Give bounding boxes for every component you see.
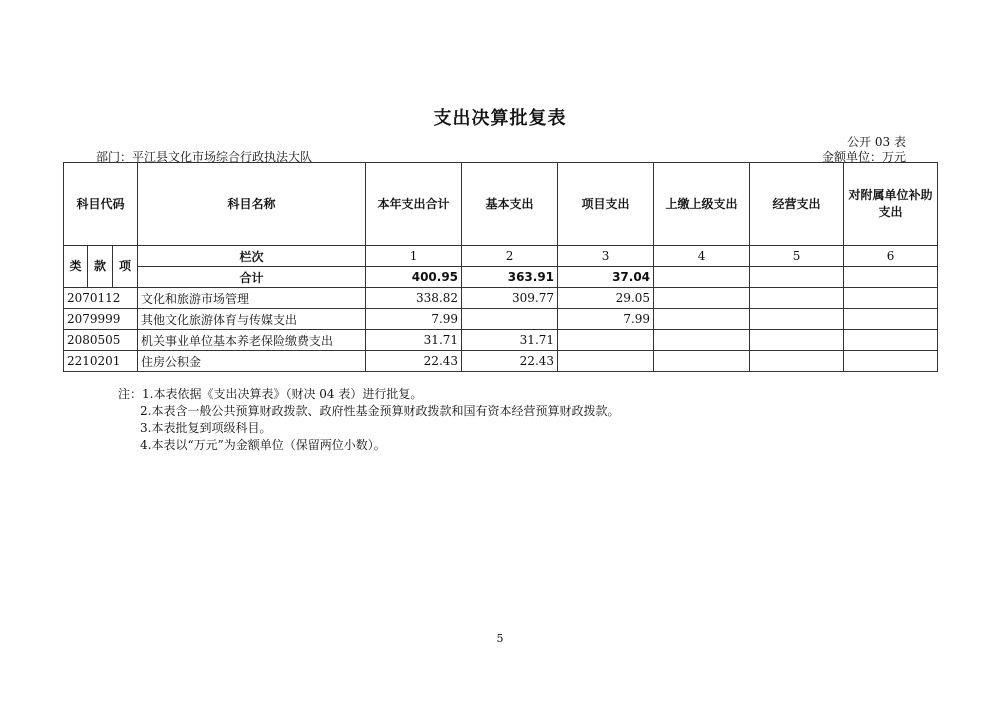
row-business [750, 330, 844, 351]
row-project: 7.99 [558, 309, 654, 330]
row-code: 2070112 [64, 288, 138, 309]
column-number-2: 2 [462, 246, 558, 267]
row-name: 其他文化旅游体育与传媒支出 [138, 309, 366, 330]
header-project: 项目支出 [558, 163, 654, 246]
header-basic: 基本支出 [462, 163, 558, 246]
row-basic: 309.77 [462, 288, 558, 309]
header-business: 经营支出 [750, 163, 844, 246]
total-subsidy [844, 267, 938, 288]
department-label: 部门：平江县文化市场综合行政执法大队 [96, 150, 313, 164]
header-kuan: 款 [88, 246, 113, 288]
row-subsidy [844, 309, 938, 330]
row-business [750, 288, 844, 309]
note-line: 注：1.本表依据《支出决算表》（财决 04 表）进行批复。 [118, 387, 423, 401]
row-name: 机关事业单位基本养老保险缴费支出 [138, 330, 366, 351]
row-total: 338.82 [366, 288, 462, 309]
row-upper [654, 288, 750, 309]
row-business [750, 309, 844, 330]
row-code: 2080505 [64, 330, 138, 351]
notes-section [118, 386, 619, 454]
table-row [64, 309, 938, 330]
amount-unit: 金额单位：万元 [821, 150, 906, 164]
row-name: 住房公积金 [138, 351, 366, 372]
column-number-5: 5 [750, 246, 844, 267]
total-project: 37.04 [558, 267, 654, 288]
row-total: 31.71 [366, 330, 462, 351]
header-code: 科目代码 [64, 163, 138, 246]
row-code: 2079999 [64, 309, 138, 330]
total-basic: 363.91 [462, 267, 558, 288]
row-basic [462, 309, 558, 330]
row-business [750, 351, 844, 372]
column-number-1: 1 [366, 246, 462, 267]
note-line: 2.本表含一般公共预算财政拨款、政府性基金预算财政拨款和国有资本经营预算财政拨款。 [140, 404, 620, 418]
row-total: 7.99 [366, 309, 462, 330]
row-project [558, 330, 654, 351]
table-row [64, 351, 938, 372]
table-row [64, 330, 938, 351]
column-number-6: 6 [844, 246, 938, 267]
total-label: 合计 [138, 267, 366, 288]
total-amount: 400.95 [366, 267, 462, 288]
row-subsidy [844, 288, 938, 309]
row-subsidy [844, 351, 938, 372]
page-number: 5 [496, 632, 504, 645]
form-number: 公开 03 表 [847, 135, 906, 149]
column-number-label: 栏次 [138, 246, 366, 267]
row-upper [654, 351, 750, 372]
header-name: 科目名称 [138, 163, 366, 246]
header-lei: 类 [64, 246, 88, 288]
note-line: 4.本表以“万元”为金额单位（保留两位小数）。 [140, 438, 386, 452]
column-number-4: 4 [654, 246, 750, 267]
report-title: 支出决算批复表 [433, 108, 567, 129]
row-upper [654, 330, 750, 351]
row-code: 2210201 [64, 351, 138, 372]
row-upper [654, 309, 750, 330]
row-total: 22.43 [366, 351, 462, 372]
header-total: 本年支出合计 [366, 163, 462, 246]
column-number-row [64, 246, 938, 267]
expenditure-approval-table [63, 162, 938, 372]
row-basic: 31.71 [462, 330, 558, 351]
table-row [64, 288, 938, 309]
row-subsidy [844, 330, 938, 351]
row-basic: 22.43 [462, 351, 558, 372]
note-line: 3.本表批复到项级科目。 [140, 421, 272, 435]
header-upper: 上缴上级支出 [654, 163, 750, 246]
header-xiang: 项 [113, 246, 138, 288]
header-subsidy: 对附属单位补助支出 [844, 163, 938, 246]
total-upper [654, 267, 750, 288]
row-name: 文化和旅游市场管理 [138, 288, 366, 309]
row-project [558, 351, 654, 372]
row-project: 29.05 [558, 288, 654, 309]
column-number-3: 3 [558, 246, 654, 267]
total-row [64, 267, 938, 288]
total-business [750, 267, 844, 288]
header-row [64, 163, 938, 246]
